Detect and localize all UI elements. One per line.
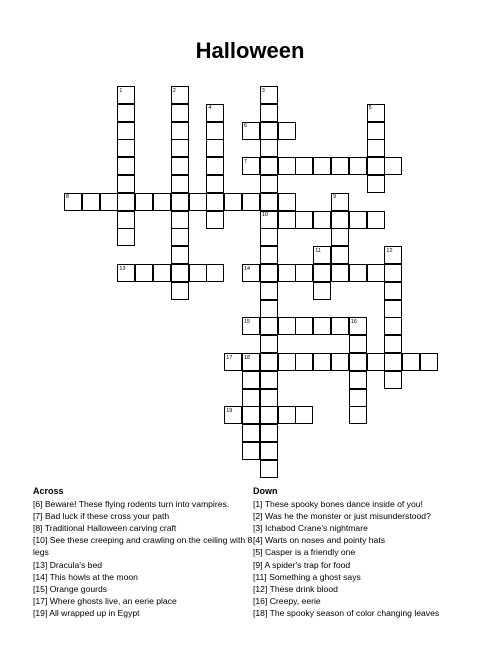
grid-cell xyxy=(331,317,349,335)
grid-cell xyxy=(260,228,278,246)
grid-cell xyxy=(313,317,331,335)
across-clue: [7] Bad luck if these cross your path xyxy=(33,511,170,522)
clue-number: 8 xyxy=(66,194,70,201)
down-heading: Down xyxy=(253,486,278,496)
grid-cell xyxy=(135,193,153,211)
grid-cell xyxy=(117,211,135,229)
grid-cell xyxy=(420,353,438,371)
grid-cell xyxy=(384,335,402,353)
across-heading: Across xyxy=(33,486,64,496)
grid-cell xyxy=(313,264,331,282)
grid-cell xyxy=(171,122,189,140)
grid-cell xyxy=(117,157,135,175)
down-clue: [16] Creepy, eerie xyxy=(253,595,321,606)
grid-cell xyxy=(402,353,420,371)
clue-number: 19 xyxy=(226,407,233,414)
grid-cell xyxy=(349,406,367,424)
grid-cell xyxy=(278,157,296,175)
grid-cell xyxy=(349,371,367,389)
down-clue: [5] Casper is a friendly one xyxy=(253,547,356,558)
grid-cell xyxy=(313,211,331,229)
grid-cell xyxy=(242,406,260,424)
page-title: Halloween xyxy=(195,38,305,63)
grid-cell xyxy=(171,211,189,229)
grid-cell xyxy=(260,246,278,264)
grid-cell xyxy=(295,406,313,424)
grid-cell xyxy=(367,353,385,371)
down-clue: [3] Ichabod Crane's nightmare xyxy=(253,523,368,534)
grid-cell xyxy=(260,139,278,157)
grid-cell xyxy=(349,264,367,282)
grid-cell xyxy=(260,442,278,460)
across-clue: [17] Where ghosts live, an eerie place xyxy=(33,595,177,606)
grid-cell xyxy=(313,282,331,300)
grid-cell xyxy=(260,104,278,122)
grid-cell xyxy=(367,139,385,157)
grid-cell xyxy=(384,264,402,282)
grid-cell xyxy=(278,264,296,282)
grid-cell xyxy=(367,157,385,175)
grid-cell xyxy=(206,175,224,193)
clue-number: 12 xyxy=(386,247,393,254)
clue-number: 4 xyxy=(208,105,212,112)
clue-number: 16 xyxy=(350,318,357,325)
grid-cell xyxy=(260,264,278,282)
grid-cell xyxy=(331,211,349,229)
grid-cell xyxy=(349,211,367,229)
grid-cell xyxy=(367,211,385,229)
grid-cell xyxy=(260,406,278,424)
grid-cell xyxy=(260,460,278,478)
down-clue: [11] Something a ghost says xyxy=(253,571,361,582)
grid-cell xyxy=(331,157,349,175)
grid-cell xyxy=(260,371,278,389)
clue-number: 15 xyxy=(244,318,251,325)
grid-cell xyxy=(242,424,260,442)
grid-cell xyxy=(367,264,385,282)
grid-cell xyxy=(206,193,224,211)
grid-cell xyxy=(313,157,331,175)
grid-cell xyxy=(189,193,207,211)
grid-cell xyxy=(278,406,296,424)
grid-cell xyxy=(349,157,367,175)
grid-cell xyxy=(295,353,313,371)
grid-cell xyxy=(260,335,278,353)
grid-cell xyxy=(171,193,189,211)
clue-number: 6 xyxy=(244,123,248,130)
grid-cell xyxy=(100,193,118,211)
grid-cell xyxy=(260,175,278,193)
grid-cell xyxy=(206,122,224,140)
grid-cell xyxy=(331,228,349,246)
grid-cell xyxy=(260,300,278,318)
grid-cell xyxy=(295,317,313,335)
down-clue: [12] These drink blood xyxy=(253,583,338,594)
grid-cell xyxy=(295,157,313,175)
grid-cell xyxy=(206,264,224,282)
grid-cell xyxy=(117,122,135,140)
grid-cell xyxy=(349,335,367,353)
grid-cell xyxy=(171,246,189,264)
grid-cell xyxy=(278,193,296,211)
grid-cell xyxy=(331,353,349,371)
grid-cell xyxy=(331,246,349,264)
grid-cell xyxy=(82,193,100,211)
grid-cell xyxy=(189,264,207,282)
grid-cell xyxy=(260,122,278,140)
across-clue: [19] All wrapped up in Egypt xyxy=(33,607,140,618)
down-clue: [1] These spooky bones dance inside of you! xyxy=(253,499,423,510)
grid-cell xyxy=(367,175,385,193)
across-clues xyxy=(33,485,255,619)
across-clue: [10] See these creeping and crawling on the ceiling with 8 legs xyxy=(33,535,253,558)
grid-cell xyxy=(313,353,331,371)
grid-cell xyxy=(153,264,171,282)
grid-cell xyxy=(117,139,135,157)
grid-cell xyxy=(171,228,189,246)
grid-cell xyxy=(242,442,260,460)
grid-cell xyxy=(384,371,402,389)
grid-cell xyxy=(135,264,153,282)
across-clue: [8] Traditional Halloween carving craft xyxy=(33,523,177,534)
clue-number: 7 xyxy=(244,158,248,165)
grid-cell xyxy=(171,157,189,175)
clue-number: 11 xyxy=(315,247,321,254)
down-clue: [9] A spider's trap for food xyxy=(253,559,351,570)
grid-cell xyxy=(260,157,278,175)
down-clues xyxy=(253,485,478,619)
grid-cell xyxy=(153,193,171,211)
grid-cell xyxy=(278,122,296,140)
grid-cell xyxy=(295,211,313,229)
grid-cell xyxy=(278,353,296,371)
grid-cell xyxy=(117,104,135,122)
grid-cell xyxy=(260,193,278,211)
grid-cell xyxy=(171,104,189,122)
clue-number: 17 xyxy=(226,354,233,361)
grid-cell xyxy=(384,317,402,335)
clue-number: 14 xyxy=(244,265,251,272)
grid-cell xyxy=(242,371,260,389)
grid-cell xyxy=(242,389,260,407)
grid-cell xyxy=(260,389,278,407)
grid-cell xyxy=(331,264,349,282)
down-clue: [4] Warts on noses and pointy hats xyxy=(253,535,386,546)
grid-cell xyxy=(117,228,135,246)
grid-cell xyxy=(206,157,224,175)
grid-cell xyxy=(384,282,402,300)
grid-cell xyxy=(295,264,313,282)
grid-cell xyxy=(117,193,135,211)
grid-cell xyxy=(171,282,189,300)
down-clue: [18] The spooky season of color changing leaves xyxy=(253,607,440,618)
clue-number: 13 xyxy=(119,265,126,272)
grid-cell xyxy=(260,282,278,300)
grid-cell xyxy=(260,353,278,371)
grid-cell xyxy=(384,157,402,175)
grid-cell xyxy=(206,139,224,157)
grid-cell xyxy=(224,193,242,211)
clue-number: 2 xyxy=(172,87,176,94)
clue-number: 18 xyxy=(244,354,251,361)
across-clue: [15] Orange gourds xyxy=(33,583,108,594)
clue-number: 1 xyxy=(119,87,123,94)
clue-number: 10 xyxy=(261,212,268,219)
across-clue: [6] Beware! These flying rodents turn into vampires. xyxy=(33,499,230,510)
grid-cell xyxy=(171,175,189,193)
grid-cell xyxy=(278,317,296,335)
across-clue: [13] Dracula's bed xyxy=(33,559,102,570)
grid-cell xyxy=(278,211,296,229)
grid-cell xyxy=(171,264,189,282)
grid-cell xyxy=(367,122,385,140)
grid-cell xyxy=(242,193,260,211)
across-clue: [14] This howls at the moon xyxy=(33,571,138,582)
grid-cell xyxy=(384,353,402,371)
clue-number: 9 xyxy=(333,194,337,201)
down-clue: [2] Was he the monster or just misunderstood? xyxy=(253,511,431,522)
grid-cell xyxy=(260,317,278,335)
grid-cell xyxy=(117,175,135,193)
clue-number: 5 xyxy=(368,105,372,112)
clue-number: 3 xyxy=(261,87,265,94)
grid-cell xyxy=(206,211,224,229)
grid-cell xyxy=(260,424,278,442)
grid-cell xyxy=(384,300,402,318)
grid-cell xyxy=(349,389,367,407)
grid-cell xyxy=(171,139,189,157)
grid-cell xyxy=(349,353,367,371)
